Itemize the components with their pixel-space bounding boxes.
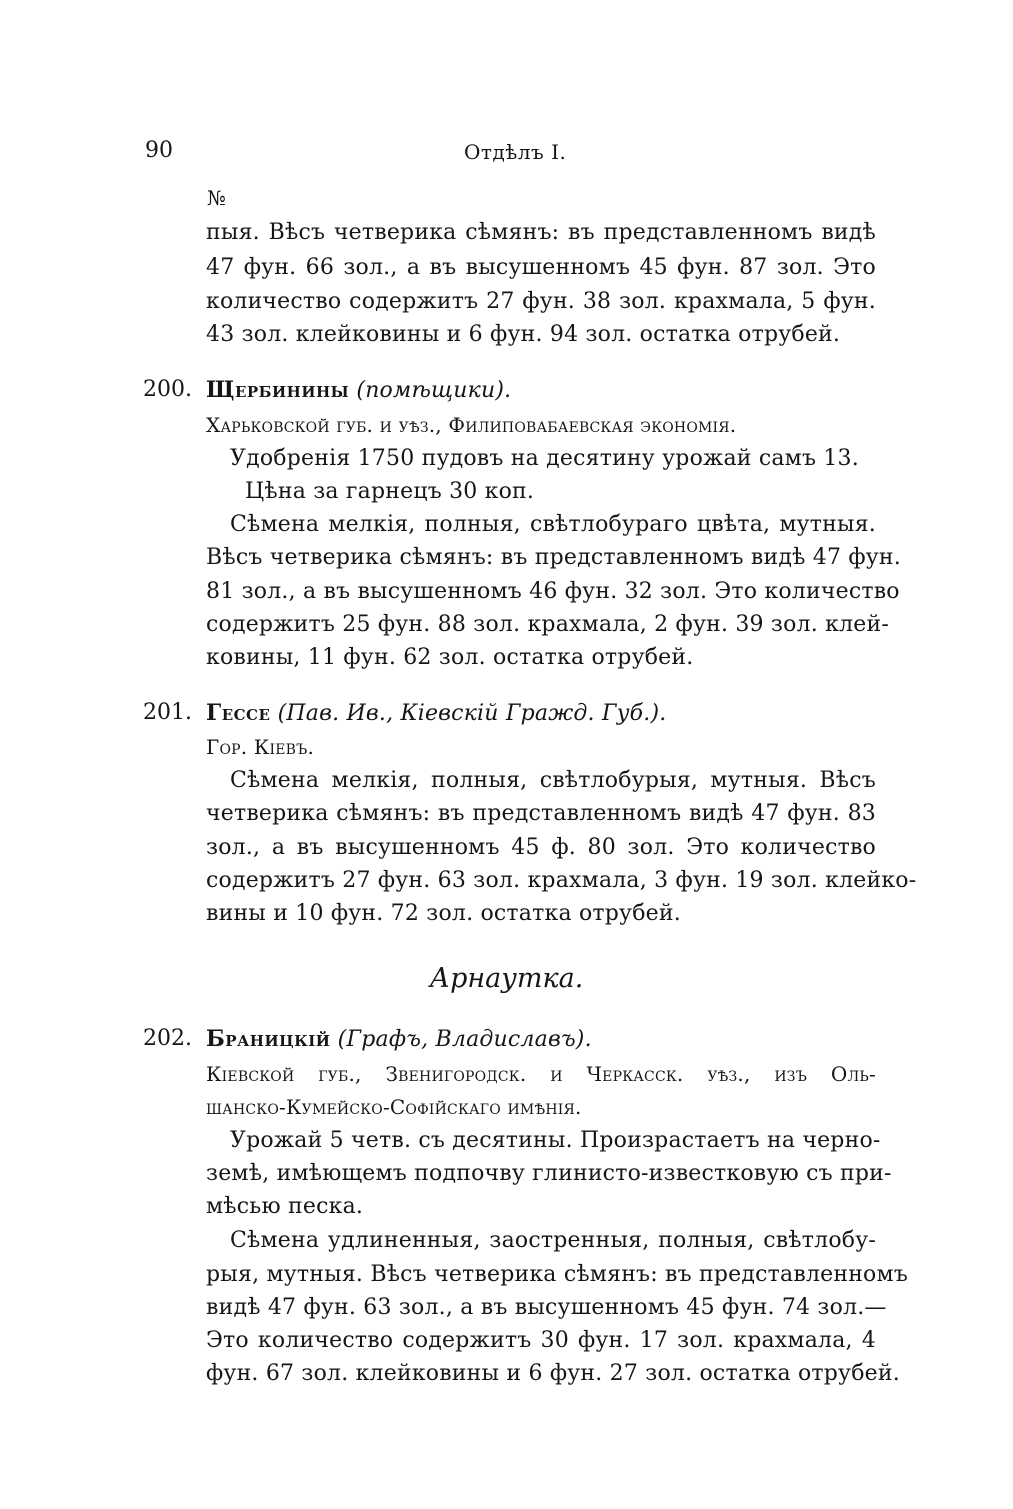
section-title: Арнаутка. xyxy=(429,963,584,994)
entry-line: содержитъ 27 фун. 63 зол. крахмала, 3 фун. 19 зол. клейко- xyxy=(206,868,917,893)
entry-location: Кіевской губ., Звенигородск. и Черкасск. уѣз., изъ Оль- xyxy=(206,1062,876,1086)
entry-line: Сѣмена удлиненныя, заостренныя, полныя, свѣтлобу- xyxy=(230,1228,876,1253)
entry-location: Харьковской губ. и уѣз., Филиповабаевская экономія. xyxy=(206,413,737,437)
entry-line: Урожай 5 четв. съ десятины. Произрастаетъ на черно- xyxy=(230,1128,881,1153)
entry-qualifier: (Графъ, Владиславъ). xyxy=(337,1027,592,1052)
entry-line: Сѣмена мелкія, полныя, свѣтлобураго цвѣта, мутныя. xyxy=(230,512,876,537)
entry-line: четверика сѣмянъ: въ представленномъ видѣ 47 фун. 83 xyxy=(206,801,876,826)
entry-heading-201 xyxy=(206,698,876,729)
entry-line: вины и 10 фун. 72 зол. остатка отрубей. xyxy=(206,901,681,926)
entry-note: Цѣна за гарнецъ 30 коп. xyxy=(245,479,535,504)
entry-number-202: 202. xyxy=(143,1026,192,1051)
entry-line: содержитъ 25 фун. 88 зол. крахмала, 2 фун. 39 зол. клей- xyxy=(206,612,889,637)
continuation-line: пыя. Вѣсъ четверика сѣмянъ: въ представленномъ видѣ xyxy=(206,220,876,245)
entry-line: видѣ 47 фун. 63 зол., а въ высушенномъ 45 фун. 74 зол.— xyxy=(206,1295,887,1320)
entry-number-200: 200. xyxy=(143,377,192,402)
entry-name: Щербинины xyxy=(206,377,350,403)
entry-heading-200 xyxy=(206,375,876,406)
entry-heading-202 xyxy=(206,1024,876,1055)
entry-name: Гессе xyxy=(206,700,271,726)
entry-line: фун. 67 зол. клейковины и 6 фун. 27 зол. остатка отрубей. xyxy=(206,1361,900,1386)
entry-qualifier: (Пав. Ив., Кіевскій Гражд. Губ.). xyxy=(277,701,667,726)
numero-sign: № xyxy=(207,186,226,210)
entry-note: Удобренія 1750 пудовъ на десятину урожай самъ 13. xyxy=(230,446,859,471)
entry-line: Сѣмена мелкія, полныя, свѣтлобурыя, мутныя. Вѣсъ xyxy=(230,768,876,793)
entry-name: Браницкій xyxy=(206,1026,331,1052)
continuation-line: 47 фун. 66 зол., а въ высушенномъ 45 фун. 87 зол. Это xyxy=(206,255,876,280)
entry-location: Гор. Кіевъ. xyxy=(206,735,315,759)
entry-line: зол., а въ высушенномъ 45 ф. 80 зол. Это количество xyxy=(206,835,876,860)
entry-line: ковины, 11 фун. 62 зол. остатка отрубей. xyxy=(206,645,694,670)
continuation-line: количество содержитъ 27 фун. 38 зол. крахмала, 5 фун. xyxy=(206,289,876,314)
entry-number-201: 201. xyxy=(143,700,192,725)
entry-qualifier: (помѣщики). xyxy=(356,378,512,403)
entry-line: Это количество содержитъ 30 фун. 17 зол. крахмала, 4 xyxy=(206,1328,876,1353)
entry-line: Вѣсъ четверика сѣмянъ: въ представленномъ видѣ 47 фун. xyxy=(206,545,901,570)
entry-line: 81 зол., а въ высушенномъ 46 фун. 32 зол. Это количество xyxy=(206,579,900,604)
entry-line: земѣ, имѣющемъ подпочву глинисто-известковую съ при- xyxy=(206,1161,892,1186)
entry-location: шанско-Кумейско-Софійскаго имѣнія. xyxy=(206,1095,582,1119)
entry-line: рыя, мутныя. Вѣсъ четверика сѣмянъ: въ представленномъ xyxy=(206,1262,909,1287)
entry-line: мѣсью песка. xyxy=(206,1194,364,1219)
page-number: 90 xyxy=(145,138,173,163)
continuation-line: 43 зол. клейковины и 6 фун. 94 зол. остатка отрубей. xyxy=(206,322,841,347)
running-head: Отдѣлъ I. xyxy=(464,140,567,164)
